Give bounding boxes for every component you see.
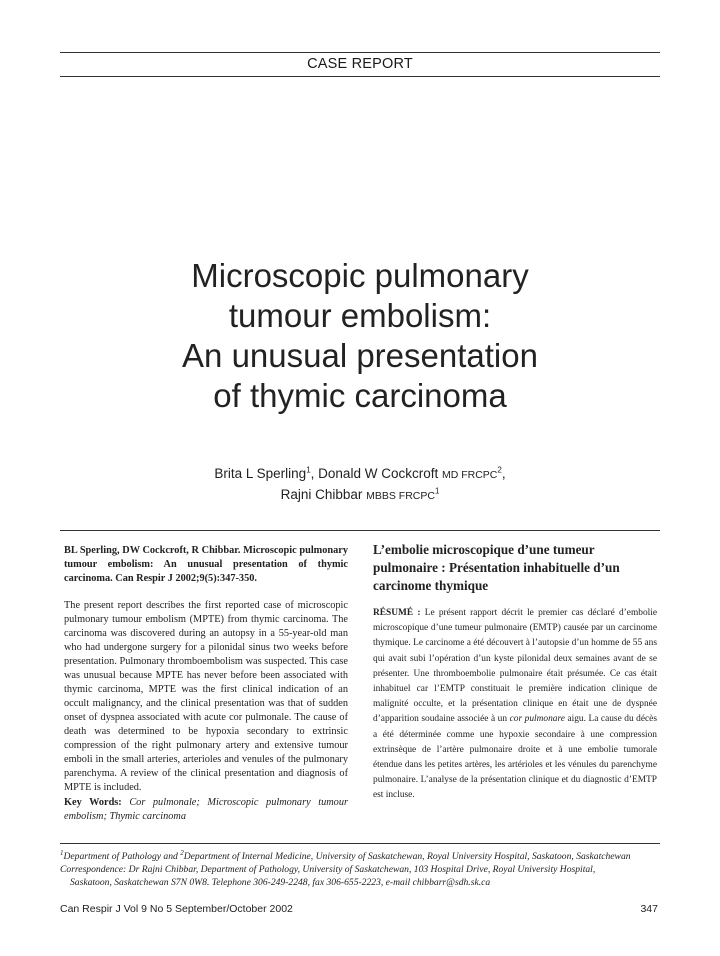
author-degree: MD FRCPC: [441, 469, 498, 481]
keywords-list: Cor pulmonale; Microscopic pulmonary tumour embolism; Thymic carcinoma: [64, 797, 348, 822]
author-list: [60, 464, 660, 506]
citation: BL Sperling, DW Cockcroft, R Chibbar. Microscopic pulmonary tumour embolism: An unusual presentation of thymic carcinoma. Can Respir J 2002;9(5):347-350.: [64, 545, 348, 584]
author-affiliation-sup: 1: [306, 465, 311, 475]
header-top-rule: [60, 52, 660, 53]
correspondence-line: Saskatoon, Saskatchewan S7N 0W8. Telephone 306-249-2248, fax 306-655-2223, e-mail chibbarr@sdh.sk.ca: [70, 877, 491, 888]
affiliation-rule: [60, 843, 660, 844]
page-number: 347: [640, 903, 658, 915]
author-affiliation-sup: 2: [497, 465, 502, 475]
resume-label: RÉSUMÉ :: [373, 608, 421, 618]
title-line: Microscopic pulmonary: [191, 257, 529, 294]
author-name: Rajni Chibbar: [280, 487, 367, 502]
author-name: Donald W Cockcroft: [318, 466, 442, 481]
resume-text: Le présent rapport décrit le premier cas déclaré d’embolie microscopique d’une tumeur pulmonaire (EMTP) causée par un carcinome thymique. Le carcinome a été découvert à l’autopsie d’un homme de 55 ans qui avait subi l’opération d’un kyste pilonidal deux semaines avant de se présenter. Une thromboembolie pulmonaire était présumée. Ce cas était inhabituel car l’EMTP constituait le première indication clinique de malignité occulte, et la présentation clinique en était une de dyspnée d’apparition soudaine associée à un: [373, 608, 658, 725]
abstract-top-rule: [60, 530, 660, 531]
title-line: tumour embolism:: [228, 297, 492, 334]
article-title: [60, 256, 660, 416]
keywords-label: Key Words:: [64, 797, 122, 808]
author-degree: MBBS FRCPC: [366, 490, 435, 502]
resume-text: aigu. La cause du décès a été déterminée comme une hypoxie secondaire à une compression extrinsèque de l’artère pulmonaire droite et à une embolie tumorale étendue dans les petites artères, les artérioles et les vénules du parenchyme pulmonaire. L’analyse de la présentation clinique et du diagnostic d’EMTP est incluse.: [373, 714, 657, 801]
authors-line-2: [60, 485, 660, 506]
author-separator: ,: [501, 466, 506, 481]
abstract-french: [373, 606, 657, 804]
affiliations: [60, 850, 665, 889]
title-line: of thymic carcinoma: [213, 377, 507, 414]
affiliation-sup: 2: [180, 848, 184, 857]
section-label: CASE REPORT: [307, 56, 413, 72]
affiliation-text: Department of Internal Medicine, University of Saskatchewan, Royal University Hospital, Saskatoon, Saskatchewan: [183, 851, 631, 862]
author-affiliation-sup: 1: [434, 486, 440, 496]
correspondence-line: Correspondence: Dr Rajni Chibbar, Department of Pathology, University of Saskatchewan, 103 Hospital Drive, Royal University Hospital,: [60, 864, 596, 875]
header-bottom-rule: [60, 76, 660, 77]
french-title: L’embolie microscopique d’une tumeur pulmonaire : Présentation inhabituelle d’un carcinome thymique: [373, 542, 620, 593]
resume-italic: cor pulmonare: [509, 714, 565, 725]
author-separator: ,: [310, 466, 319, 481]
keywords: [64, 796, 348, 824]
affiliation-text: Department of Pathology and: [63, 851, 181, 862]
title-line: An unusual presentation: [182, 337, 538, 374]
affiliation-sup: 1: [60, 848, 64, 857]
abstract-english: The present report describes the first reported case of microscopic pulmonary tumour embolism (MPTE) from thymic carcinoma. The carcinoma was discovered during an autopsy in a 55-year-old man who had undergone surgery for a pilonidal sinus two weeks before presentation. Pulmonary thromboembolism was suspected. This case was unusual because MPTE has never before been associated with thymic carcinoma, MPTE was the first clinical indication of an occult malignancy, and the clinical presentation was that of sudden onset of dyspnea associated with acute cor pulmonale. The cause of death was determined to be hypoxia secondary to extrinsic compression of the right pulmonary artery and extensive tumour emboli in the small arteries, arterioles and venules of the pulmonary parenchyma. A review of the clinical presentation and diagnosis of MPTE is included.: [64, 600, 348, 793]
journal-footer: Can Respir J Vol 9 No 5 September/October 2002: [60, 903, 293, 915]
authors-line-1: [60, 464, 660, 485]
author-name: Brita L Sperling: [214, 466, 307, 481]
affiliation-line: [60, 850, 665, 863]
